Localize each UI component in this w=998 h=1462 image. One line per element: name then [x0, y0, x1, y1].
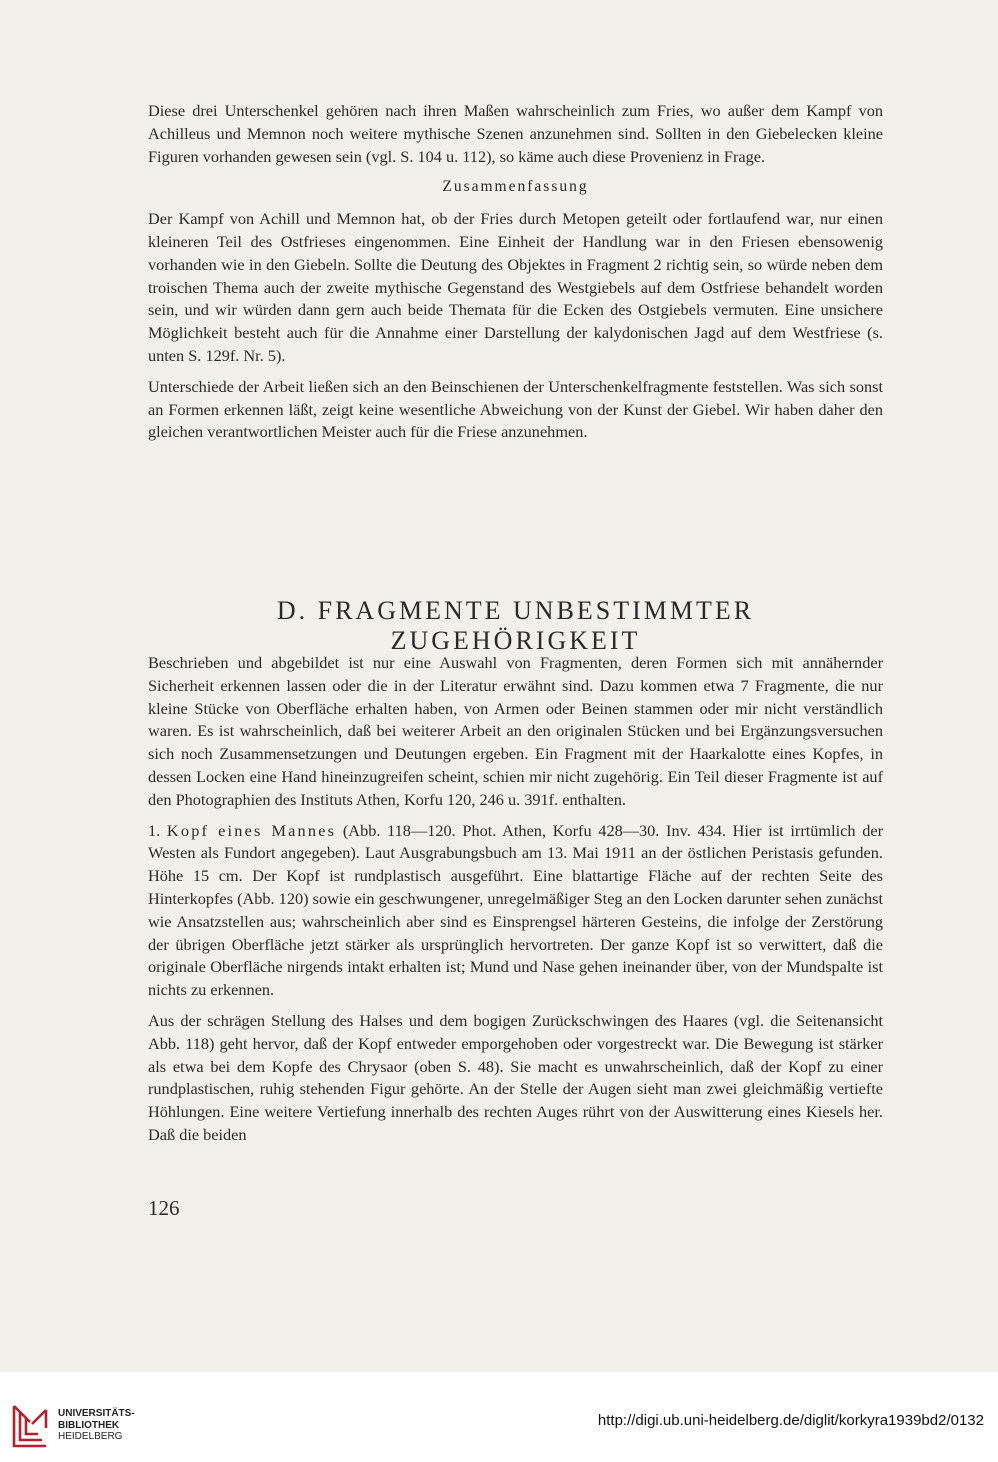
logo-line-2: BIBLIOTHEK	[58, 1419, 120, 1431]
subheading-zusammenfassung: Zusammenfassung	[442, 178, 589, 196]
section-heading: D. FRAGMENTE UNBESTIMMTER ZUGEHÖRIGKEIT	[276, 596, 755, 655]
viewer-footer	[0, 1372, 998, 1462]
section-paragraph-1: Beschrieben und abgebildet ist nur eine Auswahl von Fragmenten, deren Formen sich mit annähernder Sicherheit erkennen lassen oder die in der Literatur erwähnt sind. Dazu kommen etwa 7 Fragmente, die nur kleine Stücke von Oberfläche erhalten haben, von Armen oder Beinen stammen oder mir nicht verständlich waren. Es ist wahrscheinlich, daß bei weiterer Arbeit an den originalen Stücken und bei Ergänzungsversuchen sich noch Zusammensetzungen und Deutungen ergeben. Ein Fragment mit der Haarkalotte eines Kopfes, in dessen Locken eine Hand hineinzugreifen scheint, schien mir nicht zugehörig. Ein Teil dieser Fragmente ist auf den Photographien des Instituts Athen, Korfu 120, 246 u. 391f. enthalten.	[148, 653, 883, 809]
section-paragraph-3: Aus der schrägen Stellung des Halses und dem bogigen Zurückschwingen des Haares (vgl. die Seitenansicht Abb. 118) geht hervor, daß der Kopf entweder emporgehoben oder vorgestreckt war. Die Bewegung ist stärker als etwa bei dem Kopfe des Chrysaor (oben S. 48). Sie macht es unwahrscheinlich, daß der Kopf zu einer rundplastischen, ruhig stehenden Figur gehörte. An der Stelle der Augen sieht man zwei gleichmäßig vertiefte Höhlungen. Eine weitere Vertiefung innerhalb des rechten Auges rührt von der Auswitterung eines Kiesels her. Daß die beiden	[148, 1010, 883, 1144]
item-1-title: Kopf eines Mannes	[166, 820, 337, 840]
lower-text-block	[148, 652, 883, 1147]
permalink-url[interactable]: http://digi.ub.uni-heidelberg.de/diglit/korkyra1939bd2/0132	[597, 1412, 984, 1429]
summary-paragraph-2: Unterschiede der Arbeit ließen sich an den Beinschienen der Unterschenkelfragmente feststellen. Was sich sonst an Formen erkennen läßt, zeigt keine wesentliche Abweichung von der Kunst der Giebel. Wir haben daher den gleichen verantwortlichen Meister auch für die Friese anzunehmen.	[148, 376, 883, 442]
item-1-prefix: 1.	[148, 820, 167, 840]
logo-line-3: HEIDELBERG	[58, 1431, 123, 1442]
item-1-paragraph	[148, 820, 883, 1002]
university-library-logo-icon	[8, 1400, 52, 1452]
summary-paragraph-1: Der Kampf von Achill und Memnon hat, ob der Fries durch Metopen geteilt oder fortlaufend war, nur einen kleineren Teil des Ostfrieses eingenommen. Eine Einheit der Handlung war in den Friesen ebensowenig vorhanden wie in den Giebeln. Sollte die Deutung des Objektes in Fragment 2 richtig sein, so würde neben dem troischen Thema auch der zweite mythische Gegenstand des Westgiebels auf dem Ostfriese behandelt worden sein, und wir würden dann gern auch beide Themata für die Ecken des Ostgiebels vermuten. Eine unsichere Möglichkeit besteht auch für die Annahme einer Darstellung der kalydonischen Jagd auf dem Westfriese (s. unten S. 129f. Nr. 5).	[148, 209, 883, 365]
logo-line-1: UNIVERSITÄTS-	[58, 1408, 135, 1419]
upper-text-block	[148, 100, 883, 444]
item-1-text: (Abb. 118—120. Phot. Athen, Korfu 428—30. Inv. 434. Hier ist irrtümlich der Westen als Fundort angegeben). Laut Ausgrabungsbuch am 13. Mai 1911 an der östlichen Peristasis gefunden. Höhe 15 cm. Der Kopf ist rundplastisch ausgeführt. Eine blattartige Fläche auf der rechten Seite des Hinterkopfes (Abb. 120) sowie ein geschwungener, unregelmäßiger Steg an den Locken darunter sehen zunächst wie Ansatzstellen aus; wahrscheinlich aber sind es Einsprengsel härteren Gesteins, die infolge der Zerstörung der übrigen Oberfläche jetzt stärker als ursprünglich hervortreten. Der ganze Kopf ist so verwittert, daß die originale Oberfläche nirgends intakt erhalten ist; Mund und Nase gehen ineinander über, von der Mundspalte ist nichts zu erkennen.	[148, 820, 883, 1000]
page-number: 126	[148, 1196, 180, 1220]
intro-paragraph: Diese drei Unterschenkel gehören nach ihren Maßen wahrscheinlich zum Fries, wo außer dem Kampf von Achilleus und Memnon noch weitere mythische Szenen anzunehmen sind. Sollten in den Giebelecken kleine Figuren vorhanden gewesen sein (vgl. S. 104 u. 112), so käme auch diese Provenienz in Frage.	[148, 101, 883, 166]
library-name	[58, 1408, 135, 1443]
